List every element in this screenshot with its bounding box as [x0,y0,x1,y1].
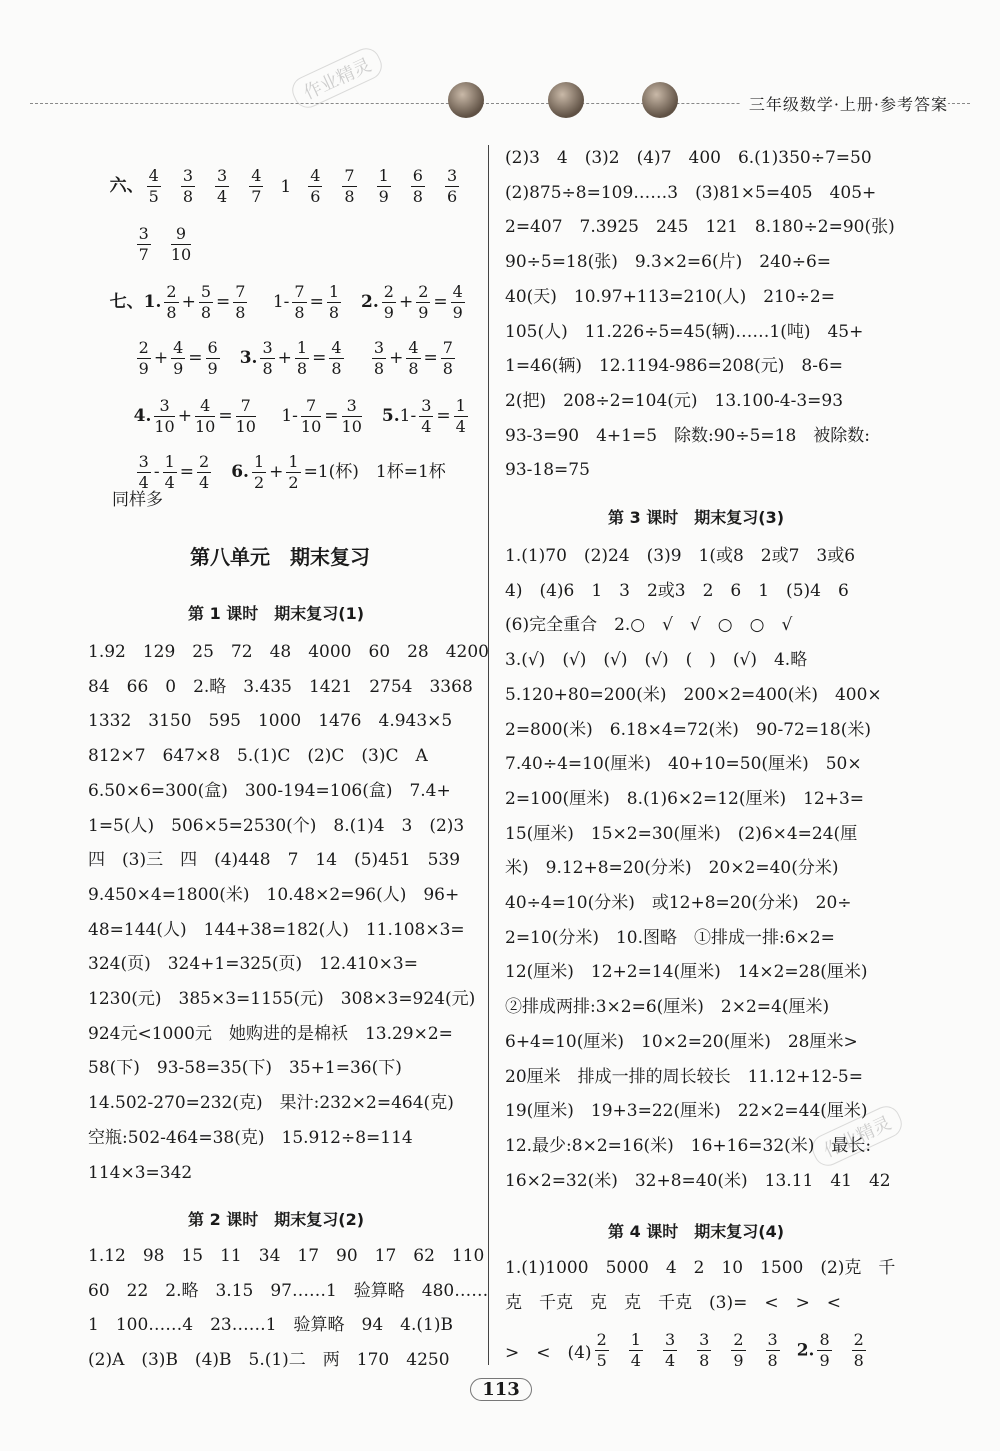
page-number: 113 [470,1378,532,1401]
fraction: $\frac{9}{10}$ [170,224,192,264]
fraction: $\frac{3}{6}$ [446,166,458,206]
answer-line: 4) (4)6 1 3 2或3 2 6 1 (5)4 6 [505,580,849,601]
answer-line: 1332 3150 595 1000 1476 4.943×5 [88,711,453,732]
section-seven-line4: $\frac{3}{4}$ - $\frac{1}{4}$ = $\frac{2}{4}$ 6. $\frac{1}{2}$ + $\frac{1}{2}$ =1(杯) 1杯=1杯 [138,452,446,492]
answer-line: 1230(元) 385×3=1155(元) 308×3=924(元) [88,989,476,1009]
answer-line: 2(把) 208÷2=104(元) 13.100-4-3=93 [505,390,844,411]
answer-line: (2)A (3)B (4)B 5.(1)二 两 170 4250 [88,1350,450,1371]
answer-line: (2)875÷8=109……3 (3)81×5=405 405+ [505,182,877,203]
unit-title: 第八单元 期末复习 [190,545,370,569]
fraction: $\frac{6}{8}$ [412,166,423,206]
answer-line: 9.450×4=1800(米) 10.48×2=96(人) 96+ [88,884,460,905]
fraction: $\frac{1}{4}$ [630,1330,641,1370]
answer-line: 812×7 647×8 5.(1)C (2)C (3)C A [88,746,428,767]
decoration-icon [642,82,678,118]
section-seven-line2: $\frac{2}{9}$ + $\frac{4}{9}$ = $\frac{6}{9}$ 3. $\frac{3}{8}$ + $\frac{1}{8}$ = $\frac{4}{8}$ $\frac{3}{8}$ + $\frac{4}{8}$ = $\frac{7}{8}$ [138,338,453,378]
section-label: 六、 [109,176,144,196]
column-divider [488,145,489,1365]
answer-line: 48=144(人) 144+38=182(人) 11.108×3= [88,919,465,940]
fraction: $\frac{3}{4}$ [664,1330,676,1370]
answer-line: 1=46(辆) 12.1194-986=208(元) 8-6= [505,356,844,377]
lesson4-last-line [505,1330,883,1371]
answer-line: 克 千克 克 克 千克 (3)= < > < [505,1292,842,1313]
answer-line: 40(天) 10.97+113=210(人) 210÷2= [505,286,835,307]
answer-line: 60 22 2.略 3.15 97……1 验算略 480…… [88,1280,489,1301]
lesson-title: 第 4 课时 期末复习(4) [608,1222,785,1241]
answer-line: 2=100(厘米) 8.(1)6×2=12(厘米) 12+3= [505,788,865,809]
fraction: $\frac{1}{9}$ [378,166,389,206]
fraction: $\frac{3}{7}$ [138,224,149,264]
fraction: $\frac{2}{5}$ [596,1330,607,1370]
answer-line: 40÷4=10(分米) 或12+8=20(分米) 20÷ [505,893,852,913]
answer-text: =1(杯) 1杯=1杯 [303,462,446,482]
answer-line: 1 100……4 23……1 验算略 94 4.(1)B [88,1315,453,1336]
answer-line: 14.502-270=232(克) 果汁:232×2=464(克) [88,1093,454,1114]
section-label: 七、 [109,292,144,312]
fraction: $\frac{7}{8}$ [344,166,355,206]
answer-line: ②排成两排:3×2=6(厘米) 2×2=4(厘米) [505,997,830,1018]
item-number: 3. [239,348,258,368]
answer-line: 114×3=342 [88,1162,193,1183]
answer-line: 93-18=75 [505,460,590,481]
answer-line: 1.92 129 25 72 48 4000 60 28 4200 [88,642,489,662]
answer-line: 米) 9.12+8=20(分米) 20×2=40(分米) [505,858,839,879]
answer-line: 1.12 98 15 11 34 17 90 17 62 110 [88,1246,485,1266]
fraction: $\frac{2}{9}$ [733,1330,744,1370]
lesson-title: 第 2 课时 期末复习(2) [188,1210,365,1229]
answer-line: 2=800(米) 6.18×4=72(米) 90-72=18(米) [505,719,871,740]
answer-line: (2)3 4 (3)2 (4)7 400 6.(1)350÷7=50 [505,148,872,168]
fraction: $\frac{4}{6}$ [310,166,321,206]
fraction: $\frac{2}{8}$ [853,1330,864,1370]
decoration-icon [448,82,484,118]
answer-line: 58(下) 93-58=35(下) 35+1=36(下) [88,1058,402,1079]
lesson-title: 第 1 课时 期末复习(1) [188,604,365,623]
answer-line: 12.最少:8×2=16(米) 16+16=32(米) 最长: [505,1135,872,1156]
answer-line: (6)完全重合 2.○ √ √ ○ ○ √ [505,615,793,636]
answer-text: 同样多 [112,490,163,510]
answer-line: 84 66 0 2.略 3.435 1421 2754 3368 [88,676,473,697]
answer-line: 5.120+80=200(米) 200×2=400(米) 400× [505,684,882,705]
answer-line: 15(厘米) 15×2=30(厘米) (2)6×4=24(厘 [505,823,858,844]
answer-line: 93-3=90 4+1=5 除数:90÷5=18 被除数: [505,425,871,446]
fraction: $\frac{4}{7}$ [251,166,262,206]
fraction-row [134,224,209,264]
number: 1 [280,176,292,197]
answer-text: > < (4) [505,1343,592,1363]
answer-line: 空瓶:502-464=38(克) 15.912÷8=114 [88,1127,413,1148]
answer-line: 20厘米 排成一排的周长较长 11.12+12-5= [505,1066,863,1087]
answer-line: 924元<1000元 她购进的是棉袄 13.29×2= [88,1023,453,1044]
header-title: 三年级数学·上册·参考答案 [741,92,948,115]
fraction: $\frac{3}{8}$ [182,166,193,206]
fraction: $\frac{3}{8}$ [767,1330,778,1370]
item-number: 2. [361,292,379,312]
watermark: 作业精灵 [288,44,387,113]
answer-line: 6+4=10(厘米) 10×2=20(厘米) 28厘米> [505,1031,858,1052]
answer-line: 19(厘米) 19+3=22(厘米) 22×2=44(厘米) [505,1101,868,1122]
item-number: 5. [381,406,400,426]
item-number: 2. [796,1340,815,1361]
answer-line: 3.(√) (√) (√) (√) ( ) (√) 4.略 [505,650,808,671]
item-number: 6. [231,462,249,482]
lesson-title: 第 3 课时 期末复习(3) [608,508,785,527]
fraction: $\frac{4}{5}$ [148,166,159,206]
fraction: $\frac{3}{4}$ [217,166,228,206]
answer-line: 12(厘米) 12+2=14(厘米) 14×2=28(厘米) [505,962,868,983]
answer-line: 16×2=32(米) 32+8=40(米) 13.11 41 42 [505,1170,891,1191]
section-seven-line1: 七、1. $\frac{2}{8}$ + $\frac{5}{8}$ = $\frac{7}{8}$ 1- $\frac{7}{8}$ = $\frac{1}{8}$ 2. $\frac{2}{9}$ + $\frac{2}{9}$ = $\frac{4}{9}$ [109,282,463,322]
answer-line: 1=5(人) 506×5=2530(个) 8.(1)4 3 (2)3 [88,815,465,836]
section-seven-line3: 4. $\frac{3}{10}$ + $\frac{4}{10}$ = $\frac{7}{10}$ 1- $\frac{7}{10}$ = $\frac{3}{10}$ 5.1- $\frac{3}{4}$ = $\frac{1}{4}$ [133,396,466,436]
watermark: 作业精灵 [808,1102,907,1171]
fraction: $\frac{3}{8}$ [699,1330,710,1370]
answer-line: 324(页) 324+1=325(页) 12.410×3= [88,954,418,975]
answer-line: 6.50×6=300(盒) 300-194=106(盒) 7.4+ [88,780,451,801]
answer-line: 7.40÷4=10(厘米) 40+10=50(厘米) 50× [505,754,862,775]
fraction-row [144,166,477,206]
answer-line: 105(人) 11.226÷5=45(辆)……1(吨) 45+ [505,321,864,342]
fraction: $\frac{8}{9}$ [819,1330,830,1370]
item-number: 1. [143,292,162,312]
answer-line: 90÷5=18(张) 9.3×2=6(片) 240÷6= [505,252,832,273]
answer-line: 1.(1)1000 5000 4 2 10 1500 (2)克 千 [505,1258,896,1278]
answer-line: 四 (3)三 四 (4)448 7 14 (5)451 539 [88,850,461,871]
decoration-icon [548,82,584,118]
answer-line: 2=407 7.3925 245 121 8.180÷2=90(张) [505,217,895,238]
answer-line: 2=10(分米) 10.图略 ①排成一排:6×2= [505,927,835,948]
item-number: 4. [133,406,152,426]
answer-line: 1.(1)70 (2)24 (3)9 1(或8 2或7 3或6 [505,546,856,566]
